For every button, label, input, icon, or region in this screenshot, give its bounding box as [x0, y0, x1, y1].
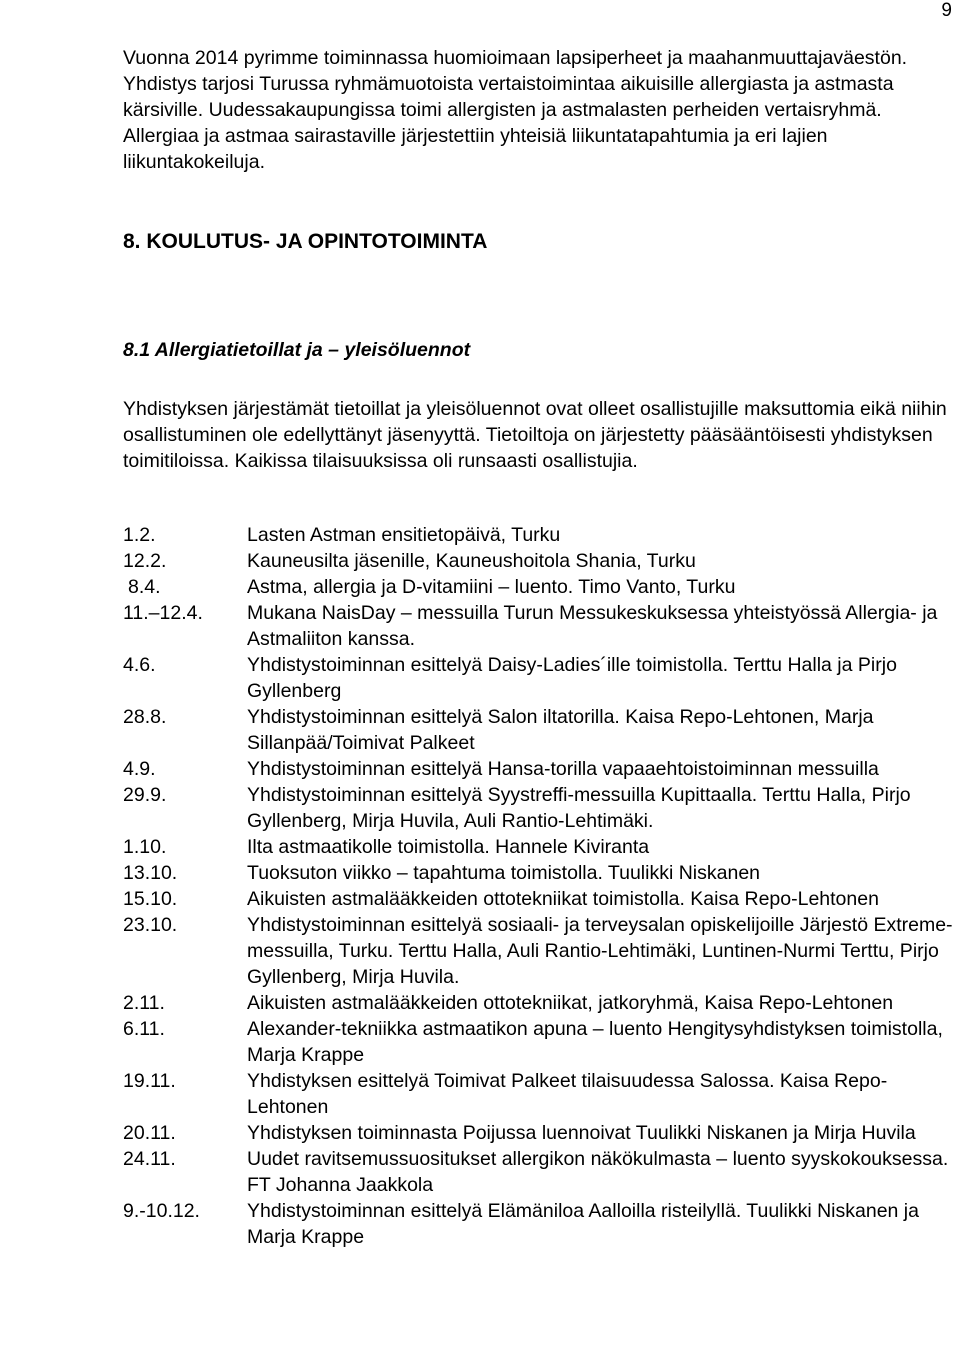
event-description: Mukana NaisDay – messuilla Turun Messukeskuksessa yhteistyössä Allergia- ja Astmaliiton kanssa. — [247, 602, 938, 650]
event-date: 1.2. — [123, 524, 156, 546]
event-description: Yhdistyksen esittelyä Toimivat Palkeet tilaisuudessa Salossa. Kaisa Repo-Lehtonen — [247, 1070, 888, 1118]
event-date: 19.11. — [123, 1070, 176, 1092]
page-number: 9 — [941, 0, 952, 21]
event-description: Yhdistystoiminnan esittelyä Elämäniloa Aalloilla risteilyllä. Tuulikki Niskanen ja Marja Krappe — [247, 1200, 919, 1248]
event-description: Yhdistystoiminnan esittelyä Hansa-torilla vapaaehtoistoiminnan messuilla — [247, 758, 879, 780]
event-item — [123, 522, 953, 548]
event-description: Aikuisten astmalääkkeiden ottotekniikat toimistolla. Kaisa Repo-Lehtonen — [247, 888, 879, 910]
event-item — [123, 860, 953, 886]
event-item — [123, 548, 953, 574]
event-date: 4.9. — [123, 758, 156, 780]
event-date: 8.4. — [128, 576, 161, 598]
event-item — [123, 834, 953, 860]
event-date: 2.11. — [123, 992, 165, 1014]
event-date: 11.–12.4. — [123, 602, 203, 624]
event-date: 24.11. — [123, 1148, 176, 1170]
event-item — [123, 990, 953, 1016]
event-date: 15.10. — [123, 888, 178, 910]
intro-paragraph: Vuonna 2014 pyrimme toiminnassa huomioimaan lapsiperheet ja maahanmuuttajaväestön. Yhdistys tarjosi Turussa ryhmämuotoista vertaistoimintaa aikuisille allergiasta ja astmasta kärsiville. Uudessakaupungissa toimi allergisten ja astmalasten perheiden vertaisryhmä. — [123, 47, 908, 121]
event-item — [123, 1198, 953, 1250]
subsection-heading: 8.1 Allergiatietoillat ja – yleisöluennot — [123, 339, 471, 361]
event-date: 20.11. — [123, 1122, 176, 1144]
event-description: Tuoksuton viikko – tapahtuma toimistolla. Tuulikki Niskanen — [247, 862, 761, 884]
event-item — [123, 1016, 953, 1068]
event-item — [123, 1146, 953, 1198]
event-description: Alexander-tekniikka astmaatikon apuna – luento Hengitysyhdistyksen toimistolla, Marja Krappe — [247, 1018, 943, 1066]
event-description: Lasten Astman ensitietopäivä, Turku — [247, 524, 561, 546]
event-description: Yhdistystoiminnan esittelyä Salon iltatorilla. Kaisa Repo-Lehtonen, Marja Sillanpää/Toimivat Palkeet — [247, 706, 874, 754]
event-item — [123, 756, 953, 782]
event-item — [123, 600, 953, 652]
event-date: 6.11. — [123, 1018, 165, 1040]
event-description: Astma, allergia ja D-vitamiini – luento. Timo Vanto, Turku — [247, 576, 736, 598]
event-item — [123, 652, 953, 704]
event-item — [123, 912, 953, 990]
event-date: 12.2. — [123, 550, 167, 572]
event-description: Aikuisten astmalääkkeiden ottotekniikat, jatkoryhmä, Kaisa Repo-Lehtonen — [247, 992, 894, 1014]
event-description: Yhdistyksen toiminnasta Poijussa luennoivat Tuulikki Niskanen ja Mirja Huvila — [247, 1122, 916, 1144]
section-description: Yhdistyksen järjestämät tietoillat ja yleisöluennot ovat olleet osallistujille maksuttomia eikä niihin osallistuminen ole edellyttänyt jäsenyyttä. Tietoiltoja on järjestetty pääsääntöisesti yhdistyksen toimitiloissa. Kaikissa tilaisuuksissa oli runsaasti osallistujia. — [123, 398, 947, 472]
intro-paragraph: Allergiaa ja astmaa sairastaville järjestettiin yhteisiä liikuntatapahtumia ja eri lajien liikuntakokeiluja. — [123, 125, 828, 173]
event-item — [123, 1068, 953, 1120]
event-list — [123, 522, 953, 1250]
event-description: Yhdistystoiminnan esittelyä sosiaali- ja terveysalan opiskelijoille Järjestö Extreme-messuilla, Turku. Terttu Halla, Auli Rantio-Lehtimäki, Luntinen-Nurmi Terttu, Pirjo Gyllenberg, Mirja Huvila. — [247, 914, 953, 988]
event-item — [123, 574, 953, 600]
event-item — [123, 782, 953, 834]
event-date: 28.8. — [123, 706, 167, 728]
event-date: 29.9. — [123, 784, 167, 806]
event-date: 1.10. — [123, 836, 167, 858]
event-date: 13.10. — [123, 862, 178, 884]
intro-text — [123, 45, 953, 175]
event-date: 9.-10.12. — [123, 1200, 200, 1222]
event-item — [123, 886, 953, 912]
section-heading: 8. KOULUTUS- JA OPINTOTOIMINTA — [123, 230, 488, 253]
event-item — [123, 1120, 953, 1146]
event-item — [123, 704, 953, 756]
event-description: Yhdistystoiminnan esittelyä Daisy-Ladies´ille toimistolla. Terttu Halla ja Pirjo Gyllenberg — [247, 654, 897, 702]
event-date: 23.10. — [123, 914, 178, 936]
event-description: Uudet ravitsemussuositukset allergikon näkökulmasta – luento syyskokouksessa. FT Johanna Jaakkola — [247, 1148, 949, 1196]
event-description: Kauneusilta jäsenille, Kauneushoitola Shania, Turku — [247, 550, 696, 572]
event-date: 4.6. — [123, 654, 156, 676]
event-description: Yhdistystoiminnan esittelyä Syystreffi-messuilla Kupittaalla. Terttu Halla, Pirjo Gyllenberg, Mirja Huvila, Auli Rantio-Lehtimäki. — [247, 784, 911, 832]
event-description: Ilta astmaatikolle toimistolla. Hannele Kiviranta — [247, 836, 650, 858]
